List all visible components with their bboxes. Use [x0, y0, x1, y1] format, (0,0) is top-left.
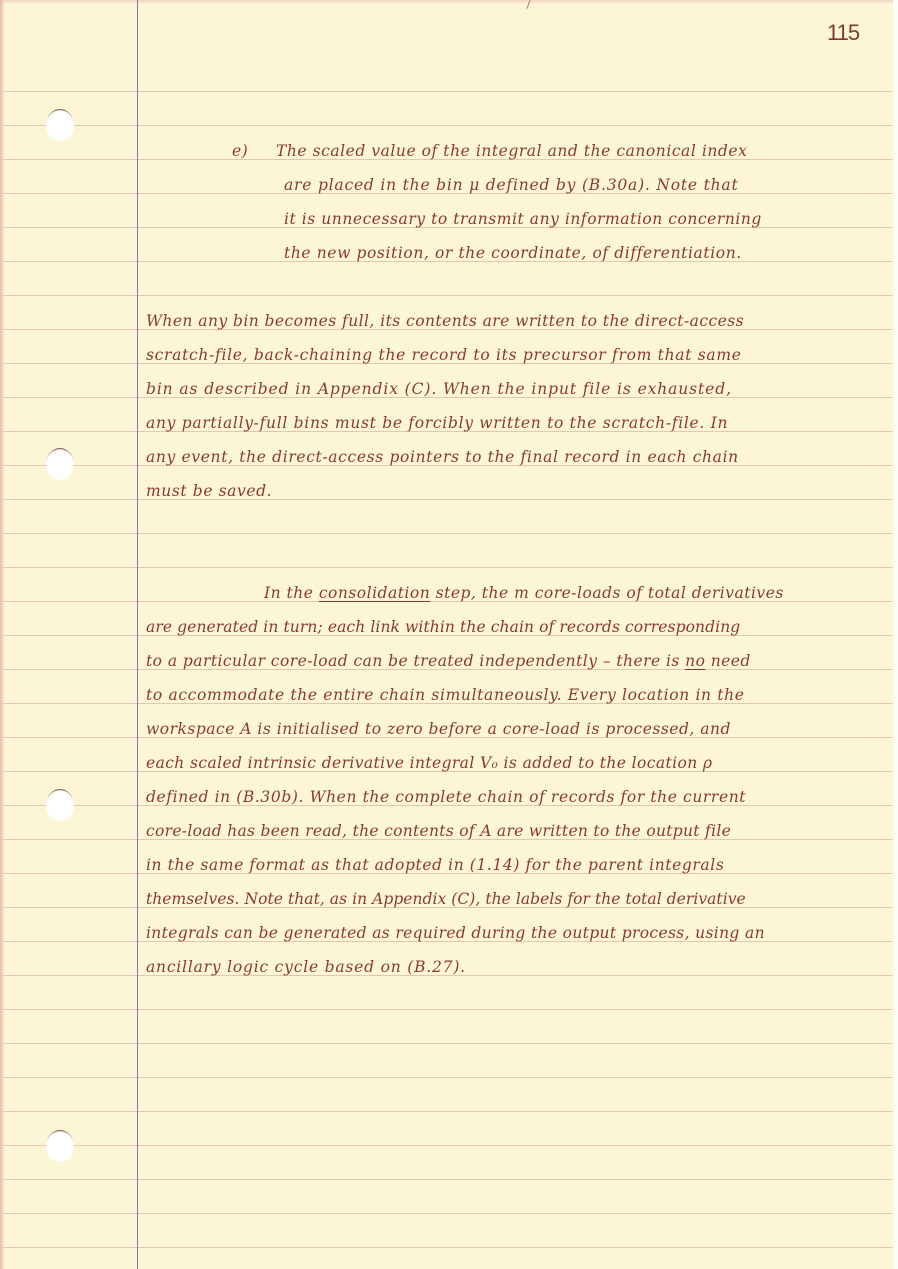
text-line: [264, 582, 784, 604]
text-line: to accommodate the entire chain simultaneously. Every location in the: [146, 686, 745, 704]
punch-hole: [46, 1130, 74, 1162]
text-line: any event, the direct-access pointers to the final record in each chain: [146, 448, 739, 466]
text-line: are generated in turn; each link within the chain of records corresponding: [146, 618, 741, 636]
rule-line: [0, 1077, 893, 1078]
underlined-term: consolidation: [318, 584, 431, 602]
item-label: e): [232, 142, 249, 160]
rule-line: [0, 1009, 893, 1010]
text-line: workspace A is initialised to zero before a core-load is processed, and: [146, 720, 731, 738]
punch-hole: [46, 789, 74, 821]
text-line: bin as described in Appendix (C). When the input file is exhausted,: [146, 380, 732, 398]
rule-line: [0, 1043, 893, 1044]
page-top-edge: [0, 0, 893, 4]
text-line: core-load has been read, the contents of A are written to the output file: [146, 822, 732, 840]
text-line: themselves. Note that, as in Appendix (C), the labels for the total derivative: [146, 890, 746, 908]
text-fragment: step, the m core-loads of total derivatives: [430, 584, 784, 602]
rule-line: [0, 1111, 893, 1112]
text-fragment: to a particular core-load can be treated independently – there is: [146, 652, 686, 670]
text-line: When any bin becomes full, its contents are written to the direct-access: [146, 312, 745, 330]
text-line: it is unnecessary to transmit any information concerning: [284, 210, 762, 228]
rule-line: [0, 1145, 893, 1146]
text-fragment: In the: [264, 584, 319, 602]
text-line: the new position, or the coordinate, of differentiation.: [284, 244, 742, 262]
underlined-term: no: [685, 652, 706, 670]
text-line: The scaled value of the integral and the canonical index: [276, 142, 748, 160]
rule-line: [0, 91, 893, 92]
text-line: must be saved.: [146, 482, 273, 500]
text-line: are placed in the bin μ defined by (B.30a). Note that: [284, 176, 739, 194]
text-line: scratch-file, back-chaining the record to its precursor from that same: [146, 346, 742, 364]
rule-line: [0, 533, 893, 534]
rule-line: [0, 567, 893, 568]
page-number: 115: [827, 20, 860, 45]
margin-line: [137, 0, 138, 1269]
text-line: [146, 650, 751, 672]
text-fragment: need: [705, 652, 751, 670]
text-line: in the same format as that adopted in (1.14) for the parent integrals: [146, 856, 725, 874]
text-line: defined in (B.30b). When the complete chain of records for the current: [146, 788, 747, 806]
rule-line: [0, 499, 893, 500]
rule-line: [0, 125, 893, 126]
text-line: integrals can be generated as required during the output process, using an: [146, 924, 765, 942]
text-line: each scaled intrinsic derivative integral V₀ is added to the location ρ: [146, 754, 713, 772]
text-line: ancillary logic cycle based on (B.27).: [146, 958, 466, 976]
rule-line: [0, 1213, 893, 1214]
punch-hole: [46, 448, 74, 480]
text-line: any partially-full bins must be forcibly written to the scratch-file. In: [146, 414, 729, 432]
rule-line: [0, 1247, 893, 1248]
punch-hole: [46, 109, 74, 141]
rule-line: [0, 1179, 893, 1180]
rule-line: [0, 295, 893, 296]
